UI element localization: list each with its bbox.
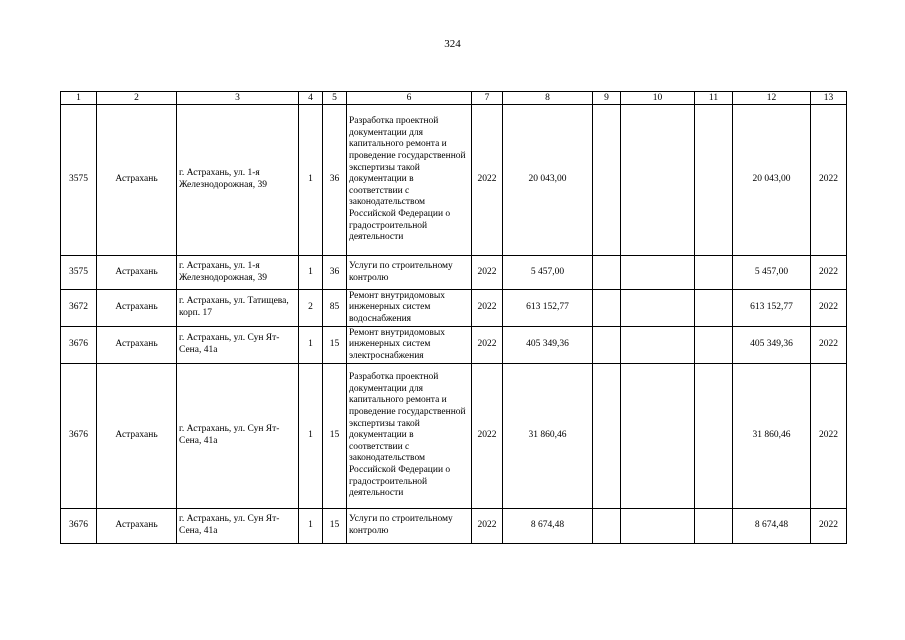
cell-total-cost: 613 152,77 [503, 290, 593, 327]
header-cell: 11 [695, 92, 733, 105]
cell-work-type: Услуги по строительному контролю [347, 256, 472, 290]
cell-fund-cost: 31 860,46 [733, 364, 811, 509]
cell-number: 3575 [61, 105, 97, 256]
cell-col9 [593, 327, 621, 364]
table-row [61, 256, 847, 290]
cell-col11 [695, 256, 733, 290]
cell-fund-cost: 8 674,48 [733, 509, 811, 544]
cell-number: 3676 [61, 327, 97, 364]
cell-address: г. Астрахань, ул. Сун Ят-Сена, 41а [177, 509, 299, 544]
cell-number: 3575 [61, 256, 97, 290]
cell-year: 2022 [472, 290, 503, 327]
cell-completion-year: 2022 [811, 364, 847, 509]
header-cell: 10 [621, 92, 695, 105]
cell-address: г. Астрахань, ул. Сун Ят-Сена, 41а [177, 364, 299, 509]
cell-address: г. Астрахань, ул. Татищева, корп. 17 [177, 290, 299, 327]
cell-work-type: Разработка проектной документации для капитального ремонта и проведение государственной экспертизы такой документации в соответствии с законодательством Российской Федерации о градостроительной деятельности [347, 105, 472, 256]
cell-completion-year: 2022 [811, 327, 847, 364]
cell-col11 [695, 105, 733, 256]
cell-col10 [621, 364, 695, 509]
cell-total-cost: 31 860,46 [503, 364, 593, 509]
cell-work-type: Ремонт внутридомовых инженерных систем электроснабжения [347, 327, 472, 364]
cell-work-type: Разработка проектной документации для капитального ремонта и проведение государственной экспертизы такой документации в соответствии с законодательством Российской Федерации о градостроительной деятельности [347, 364, 472, 509]
cell-address: г. Астрахань, ул. 1-я Железнодорожная, 39 [177, 105, 299, 256]
page-number: 324 [444, 38, 461, 50]
header-cell: 8 [503, 92, 593, 105]
header-cell: 2 [97, 92, 177, 105]
cell-col11 [695, 509, 733, 544]
cell-work-type: Ремонт внутридомовых инженерных систем водоснабжения [347, 290, 472, 327]
cell-col11 [695, 364, 733, 509]
cell-address: г. Астрахань, ул. Сун Ят-Сена, 41а [177, 327, 299, 364]
cell-col5: 85 [323, 290, 347, 327]
header-cell: 9 [593, 92, 621, 105]
header-cell: 1 [61, 92, 97, 105]
header-cell: 12 [733, 92, 811, 105]
cell-number: 3676 [61, 509, 97, 544]
cell-col4: 1 [299, 364, 323, 509]
header-row [61, 92, 847, 105]
table-row [61, 364, 847, 509]
cell-address: г. Астрахань, ул. 1-я Железнодорожная, 39 [177, 256, 299, 290]
cell-year: 2022 [472, 327, 503, 364]
table-row [61, 327, 847, 364]
cell-col9 [593, 290, 621, 327]
cell-total-cost: 8 674,48 [503, 509, 593, 544]
cell-col10 [621, 509, 695, 544]
cell-col11 [695, 327, 733, 364]
cell-fund-cost: 20 043,00 [733, 105, 811, 256]
header-cell: 3 [177, 92, 299, 105]
header-cell: 4 [299, 92, 323, 105]
cell-completion-year: 2022 [811, 105, 847, 256]
cell-city: Астрахань [97, 105, 177, 256]
cell-col4: 1 [299, 509, 323, 544]
cell-col9 [593, 105, 621, 256]
cell-total-cost: 405 349,36 [503, 327, 593, 364]
cell-year: 2022 [472, 105, 503, 256]
cell-col9 [593, 509, 621, 544]
cell-number: 3676 [61, 364, 97, 509]
header-cell: 13 [811, 92, 847, 105]
cell-col10 [621, 105, 695, 256]
cell-total-cost: 5 457,00 [503, 256, 593, 290]
cell-completion-year: 2022 [811, 290, 847, 327]
table-row [61, 105, 847, 256]
cell-year: 2022 [472, 509, 503, 544]
cell-col4: 2 [299, 290, 323, 327]
cell-number: 3672 [61, 290, 97, 327]
table-row [61, 509, 847, 544]
cell-col5: 15 [323, 327, 347, 364]
table-row [61, 290, 847, 327]
cell-completion-year: 2022 [811, 256, 847, 290]
cell-col5: 15 [323, 364, 347, 509]
cell-city: Астрахань [97, 509, 177, 544]
cell-completion-year: 2022 [811, 509, 847, 544]
cell-col9 [593, 256, 621, 290]
cell-city: Астрахань [97, 364, 177, 509]
cell-col4: 1 [299, 256, 323, 290]
cell-total-cost: 20 043,00 [503, 105, 593, 256]
cell-col5: 36 [323, 105, 347, 256]
header-cell: 5 [323, 92, 347, 105]
cell-col4: 1 [299, 327, 323, 364]
cell-year: 2022 [472, 364, 503, 509]
header-cell: 7 [472, 92, 503, 105]
cell-col11 [695, 290, 733, 327]
cell-col10 [621, 327, 695, 364]
cell-city: Астрахань [97, 327, 177, 364]
cell-col9 [593, 364, 621, 509]
cell-fund-cost: 405 349,36 [733, 327, 811, 364]
header-cell: 6 [347, 92, 472, 105]
cell-col10 [621, 256, 695, 290]
cell-col5: 36 [323, 256, 347, 290]
cell-col5: 15 [323, 509, 347, 544]
cell-year: 2022 [472, 256, 503, 290]
cell-col4: 1 [299, 105, 323, 256]
cell-fund-cost: 613 152,77 [733, 290, 811, 327]
cell-work-type: Услуги по строительному контролю [347, 509, 472, 544]
cell-city: Астрахань [97, 256, 177, 290]
capital-repair-table [60, 91, 847, 544]
cell-fund-cost: 5 457,00 [733, 256, 811, 290]
cell-col10 [621, 290, 695, 327]
cell-city: Астрахань [97, 290, 177, 327]
